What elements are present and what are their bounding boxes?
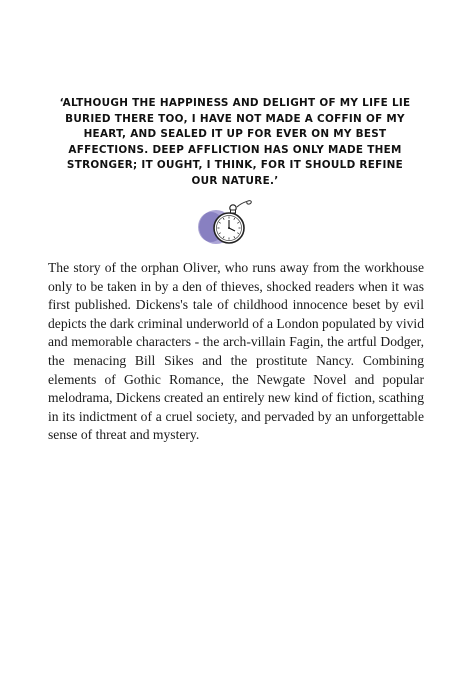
epigraph-quote: ‘ALTHOUGH THE HAPPINESS AND DELIGHT OF MY LIFE LIE BURIED THERE TOO, I HAVE NOT MADE A COFFIN OF MY HEART, AND SEALED IT UP FOR EVER ON MY BEST AFFECTIONS. DEEP AFFLICTION HAS ONLY MADE THEM STRONGER; IT OUGHT, I THINK, FOR IT SHOULD REFINE OUR NATURE.’ (59, 97, 411, 187)
pocket-watch-icon (189, 196, 269, 252)
book-description: The story of the orphan Oliver, who runs away from the workhouse only to be taken in by a den of thieves, shocked readers when it was first published. Dickens's tale of childhood innocence beset by evil depicts the dark criminal underworld of a London populated by vivid and memorable characters - the arch-villain Fagin, the artful Dodger, the menacing Bill Sikes and the prostitute Nancy. Combining elements of Gothic Romance, the Newgate Novel and popular melodrama, Dickens created an entirely new kind of fiction, scathing in its indictment of a cruel society, and pervaded by an unforgettable sense of threat and mystery. (48, 260, 424, 443)
